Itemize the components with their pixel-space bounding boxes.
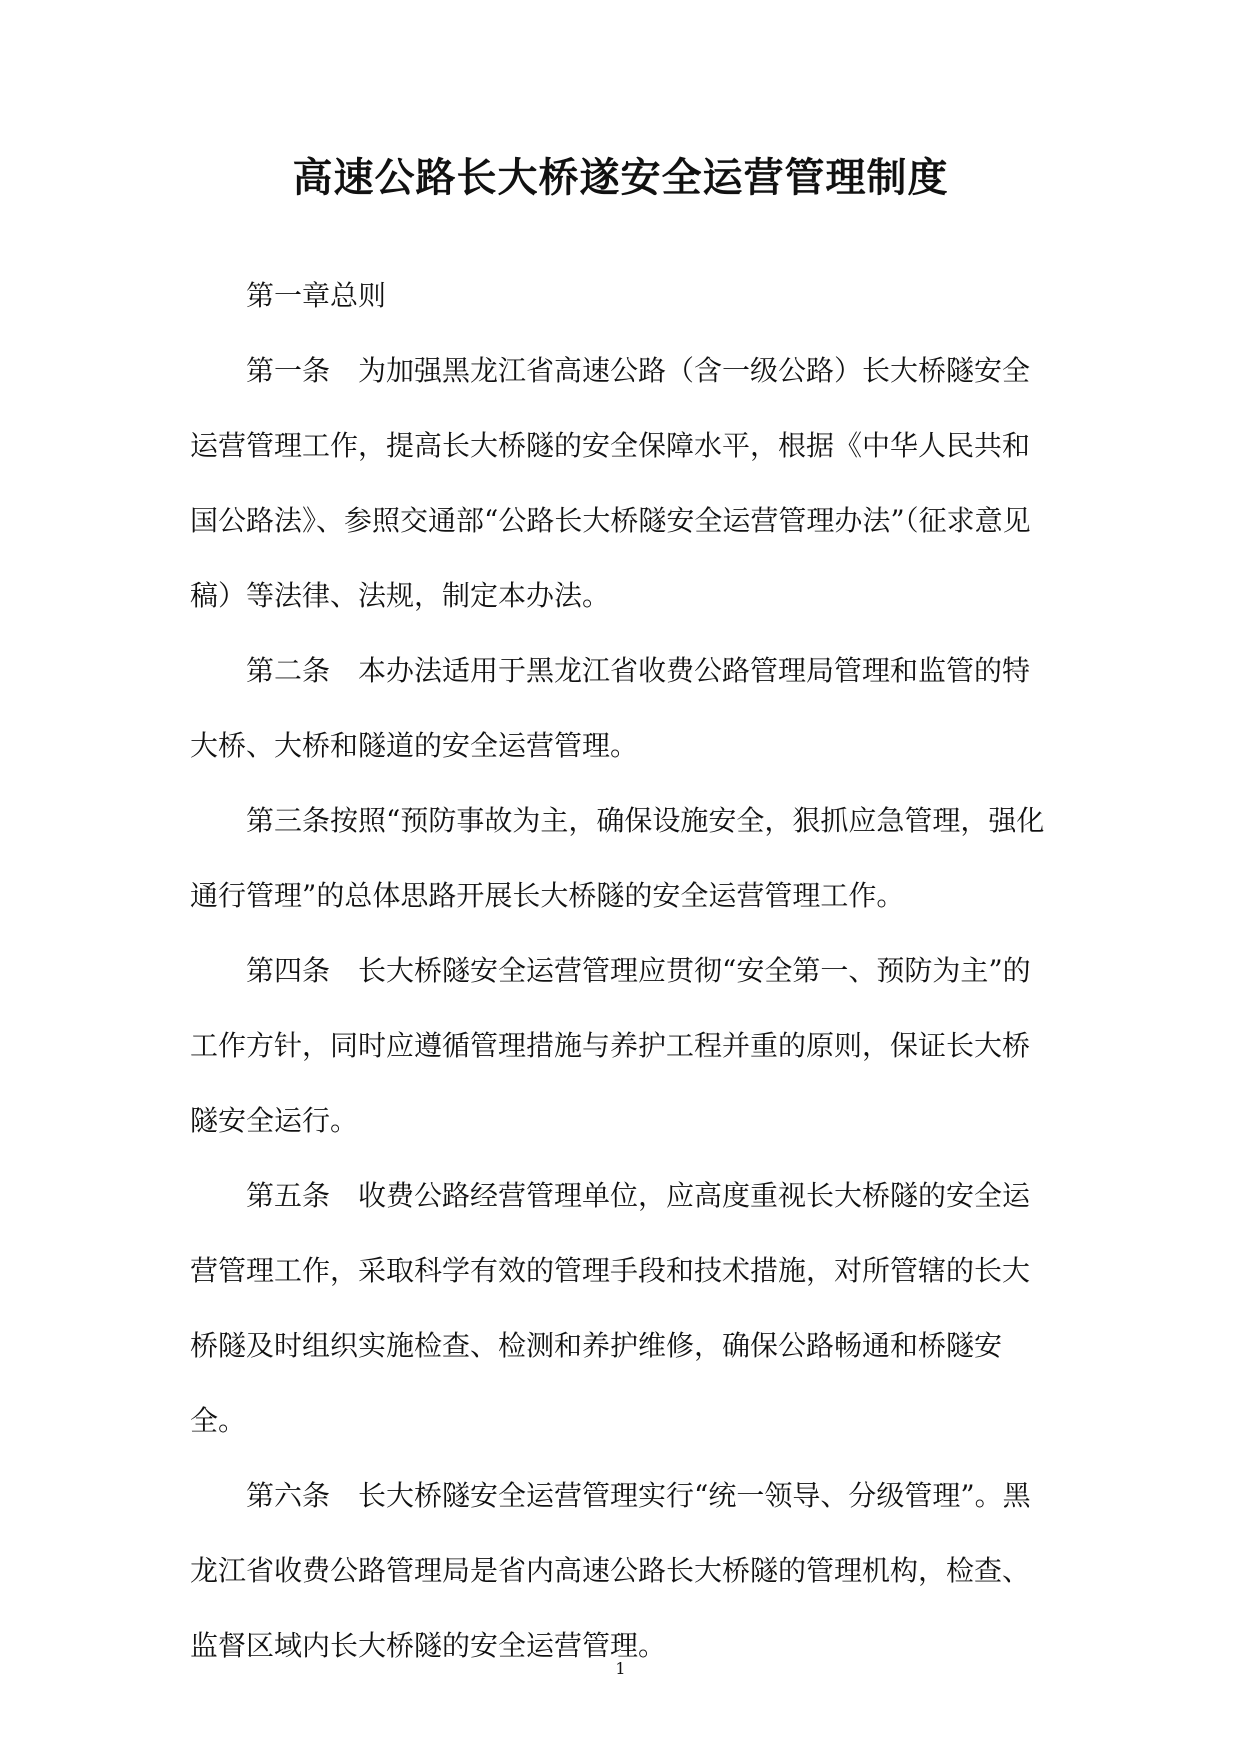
article-4: 第四条 长大桥隧安全运营管理应贯彻“安全第一、预防为主”的工作方针，同时应遵循管理措施与养护工程并重的原则，保证长大桥隧安全运行。: [190, 954, 1031, 1137]
article-1: 第一条 为加强黑龙江省高速公路（含一级公路）长大桥隧安全运营管理工作，提高长大桥隧的安全保障水平，根据《中华人民共和国公路法》、参照交通部“公路长大桥隧安全运营管理办法”（征求意见稿）等法律、法规，制定本办法。: [190, 354, 1031, 612]
document-title: 高速公路长大桥遂安全运营管理制度: [292, 154, 949, 201]
chapter-heading: 第一章总则: [246, 279, 387, 312]
article-3: 第三条按照“预防事故为主，确保设施安全，狠抓应急管理，强化通行管理”的总体思路开展长大桥隧的安全运营管理工作。: [190, 804, 1045, 912]
article-2: 第二条 本办法适用于黑龙江省收费公路管理局管理和监管的特大桥、大桥和隧道的安全运营管理。: [190, 654, 1031, 762]
page-number: 1: [615, 1659, 626, 1678]
document-body: [190, 258, 1050, 1683]
article-6: 第六条 长大桥隧安全运营管理实行“统一领导、分级管理”。黑龙江省收费公路管理局是省内高速公路长大桥隧的管理机构，检查、监督区域内长大桥隧的安全运营管理。: [190, 1479, 1031, 1662]
article-5: 第五条 收费公路经营管理单位，应高度重视长大桥隧的安全运营管理工作，采取科学有效的管理手段和技术措施，对所管辖的长大桥隧及时组织实施检查、检测和养护维修，确保公路畅通和桥隧安全。: [190, 1179, 1031, 1437]
